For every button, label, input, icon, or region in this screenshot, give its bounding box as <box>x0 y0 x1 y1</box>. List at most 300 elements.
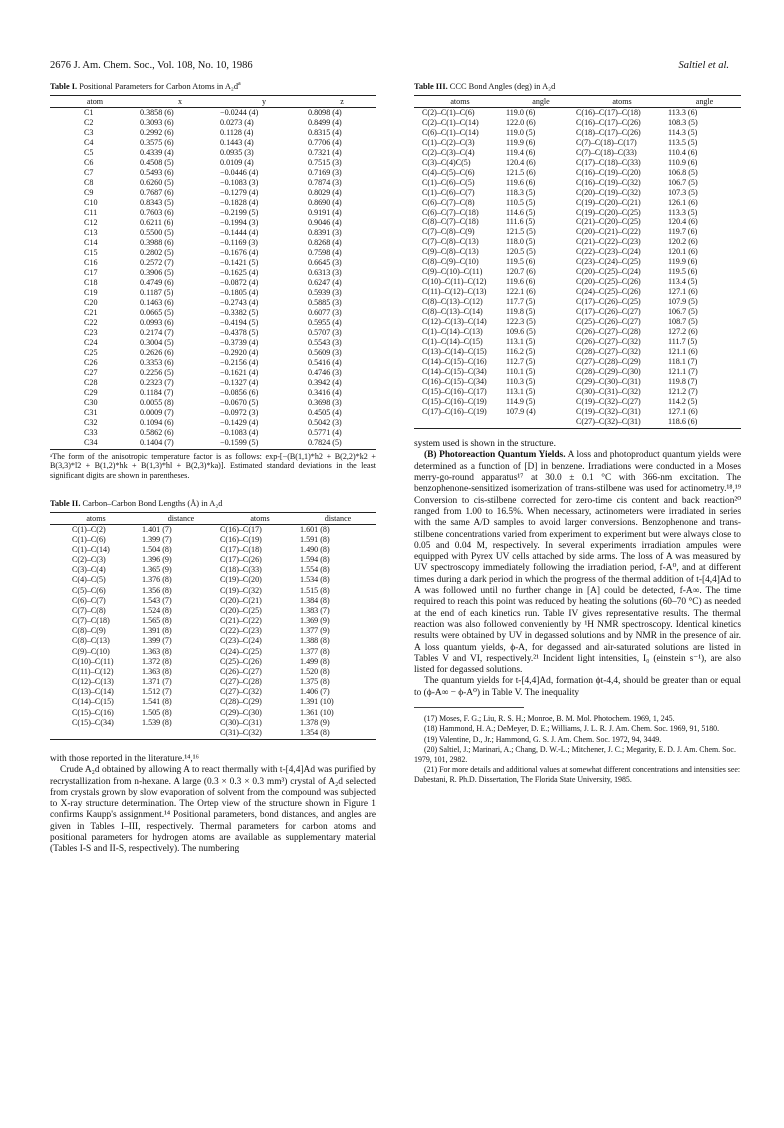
table-cell: 0.8391 (3) <box>308 227 342 237</box>
table-cell: 114.6 (5) <box>506 207 536 217</box>
table-cell: C(1)–C(14)–C(15) <box>422 337 483 347</box>
table-cell: C1 <box>84 107 94 117</box>
table-cell: 106.8 (5) <box>668 167 698 177</box>
table-row <box>50 718 376 728</box>
table-cell: 106.7 (5) <box>668 177 698 187</box>
table-cell: 1.365 (9) <box>142 565 172 575</box>
table-row <box>50 626 376 636</box>
table-cell: 110.3 (5) <box>506 377 536 387</box>
table-row <box>50 158 376 168</box>
table-cell: −0.3382 (5) <box>220 307 259 317</box>
table-cell: C(18)–C(17)–C(26) <box>576 127 641 137</box>
table-cell: C(27)–C(32)–C(31) <box>576 417 668 428</box>
reference-item: (17) Moses, F. G.; Liu, R. S. H.; Monroe, B. M. Mol. Photochem. 1969, 1, 245. <box>424 713 675 723</box>
table-cell: C(16)–C(19)–C(20) <box>576 167 641 177</box>
table-cell: 0.8029 (4) <box>308 187 342 197</box>
right-paragraph-3: The quantum yields for t-[4,4]Ad, formation ϕt-4,4, should be greater than or equal to (ϕ-A∞ − ϕ-A⁰) in Table V. The inequality <box>414 676 741 698</box>
table-cell: C19 <box>84 287 98 297</box>
table3-header-row <box>414 95 741 107</box>
table-cell: C27 <box>84 367 98 377</box>
table-cell: 0.8690 (4) <box>308 197 342 207</box>
table-cell: 120.1 (6) <box>668 247 698 257</box>
table-cell: 1.396 (9) <box>142 555 172 565</box>
table-cell: 1.375 (8) <box>300 677 330 687</box>
table-cell: C(1)–C(6) <box>72 534 106 544</box>
table-cell: 1.591 (8) <box>300 534 330 544</box>
table-cell: −0.0244 (4) <box>220 107 259 117</box>
table-cell: −0.2199 (5) <box>220 207 259 217</box>
table-cell: 113.4 (5) <box>668 277 698 287</box>
table-row <box>414 347 741 357</box>
table-row <box>50 636 376 646</box>
table-cell: C(10)–C(11)–C(12) <box>422 277 487 287</box>
table-cell: 119.8 (5) <box>506 307 536 317</box>
table-cell: C(15)–C(16) <box>72 707 114 717</box>
table-cell: C(24)–C(25) <box>220 646 262 656</box>
table-cell: 0.9191 (4) <box>308 207 342 217</box>
table-cell: 119.6 (6) <box>506 177 536 187</box>
table-cell: C21 <box>84 307 98 317</box>
table-cell: C(17)–C(16)–C(19) <box>422 407 487 417</box>
table-cell: 110.4 (6) <box>668 147 698 157</box>
table-cell: C(16)–C(15)–C(34) <box>422 377 487 387</box>
table-cell: 0.2323 (7) <box>140 377 174 387</box>
table-cell: C4 <box>84 137 94 147</box>
table-row <box>414 158 741 168</box>
table1-header-row <box>50 95 376 107</box>
table-row <box>50 368 376 378</box>
table1-body <box>50 107 376 449</box>
table-cell <box>506 417 576 428</box>
table-cell: C(19)–C(32) <box>220 585 262 595</box>
table-cell: C(8)–C(9) <box>72 626 106 636</box>
table-cell: C(7)–C(8) <box>72 605 106 615</box>
table-cell: C(17)–C(26) <box>220 555 262 565</box>
table-cell: C(15)–C(16)–C(17) <box>422 387 487 397</box>
table-cell: 118.6 (6) <box>668 417 741 428</box>
table-cell: 113.1 (5) <box>506 337 536 347</box>
table-row <box>50 348 376 358</box>
table-cell: C(27)–C(32) <box>220 687 262 697</box>
table-row <box>50 596 376 606</box>
table-cell: 0.5416 (4) <box>308 357 342 367</box>
table1-caption-label: Table I. <box>50 82 78 91</box>
table-cell: 113.1 (5) <box>506 387 536 397</box>
table-cell: C(8)–C(9)–C(10) <box>422 257 479 267</box>
table-row <box>50 378 376 388</box>
table3-header-cell: angle <box>668 95 741 107</box>
table-cell: C18 <box>84 277 98 287</box>
table-cell: 109.6 (5) <box>506 327 536 337</box>
table-cell: 108.3 (5) <box>668 117 698 127</box>
table-cell: 119.8 (7) <box>668 377 698 387</box>
table-cell: 127.1 (6) <box>668 287 698 297</box>
table-cell: 121.5 (6) <box>506 167 536 177</box>
table1-header-cell: z <box>308 95 376 107</box>
table-cell: −0.3739 (4) <box>220 337 259 347</box>
table-cell: 107.9 (5) <box>668 297 698 307</box>
table-cell: C8 <box>84 177 94 187</box>
table-row <box>414 337 741 347</box>
table-cell: 1.515 (8) <box>300 585 330 595</box>
table-cell: 110.5 (5) <box>506 197 536 207</box>
table-cell: 111.7 (5) <box>668 337 698 347</box>
table-cell: 122.1 (6) <box>506 287 536 297</box>
table-row <box>50 318 376 328</box>
table-cell: 0.7874 (3) <box>308 177 342 187</box>
table-cell: C(12)–C(13)–C(14) <box>422 317 487 327</box>
table-row <box>50 697 376 707</box>
table-cell: C(1)–C(14) <box>72 545 110 555</box>
table-row <box>50 278 376 288</box>
table-cell: C(22)–C(23) <box>220 626 262 636</box>
table-cell: C(13)–C(14)–C(15) <box>422 347 487 357</box>
table-cell: C(20)–C(19)–C(32) <box>576 187 641 197</box>
table-cell: 1.376 (8) <box>142 575 172 585</box>
table1-header-cell: atom <box>50 95 140 107</box>
table-cell: −0.1327 (4) <box>220 377 259 387</box>
table-row <box>50 657 376 667</box>
table-cell: 0.1184 (7) <box>140 387 174 397</box>
table-cell: C(16)–C(17)–C(18) <box>576 107 641 117</box>
table2-header-cell: atoms <box>50 512 142 524</box>
table-cell: C(16)–C(19) <box>220 534 262 544</box>
table-cell: 0.4746 (3) <box>308 367 342 377</box>
table-cell: C(29)–C(30) <box>220 707 262 717</box>
table-cell: 119.0 (5) <box>506 127 536 137</box>
table-cell: 0.3093 (6) <box>140 117 174 127</box>
table-cell: 1.377 (8) <box>300 646 330 656</box>
table1-caption <box>50 82 376 92</box>
table-cell: C(9)–C(8)–C(13) <box>422 247 479 257</box>
table-cell: 1.534 (8) <box>300 575 330 585</box>
table-cell: 0.3004 (5) <box>140 337 174 347</box>
table-cell: 1.354 (8) <box>300 728 376 740</box>
table-cell: C(17)–C(18) <box>220 545 262 555</box>
table-cell: C(15)–C(34) <box>72 717 114 727</box>
table-cell: C(7)–C(8)–C(9) <box>422 227 475 237</box>
table-cell: 118.1 (7) <box>668 357 698 367</box>
table-row <box>414 168 741 178</box>
table-cell: 1.504 (8) <box>142 545 172 555</box>
table-cell: 114.3 (5) <box>668 127 698 137</box>
table-cell: 0.3906 (5) <box>140 267 174 277</box>
table-cell: −0.1169 (3) <box>220 237 258 247</box>
reference-item: (19) Valentine, D., Jr.; Hammond, G. S. J. Am. Chem. Soc. 1972, 94, 3449. <box>424 734 662 744</box>
left-column <box>50 82 376 856</box>
table-cell: 119.9 (6) <box>668 257 698 267</box>
table-cell: 1.565 (8) <box>142 616 172 626</box>
table-cell: C15 <box>84 247 98 257</box>
table-cell: C(20)–C(21)–C(22) <box>576 227 641 237</box>
table-cell: 120.4 (6) <box>506 157 536 167</box>
table-cell: 0.7687 (6) <box>140 187 174 197</box>
table-cell: 0.9046 (4) <box>308 217 342 227</box>
running-header-authors: Saltiel et al. <box>678 60 729 71</box>
table2-header-cell: atoms <box>220 512 300 524</box>
table-cell: 0.1463 (6) <box>140 297 174 307</box>
table-cell: −0.1676 (4) <box>220 247 259 257</box>
table-cell: 118.3 (5) <box>506 187 536 197</box>
table-cell: C(20)–C(25)–C(26) <box>576 277 641 287</box>
table-cell: −0.1625 (4) <box>220 267 259 277</box>
table-row <box>50 208 376 218</box>
table-cell: 119.6 (6) <box>506 277 536 287</box>
table-cell: 107.3 (5) <box>668 187 698 197</box>
table1-footnote: ᵃThe form of the anisotropic temperature factor is as follows: exp-[−(B(1,1)*h2 + B(2,2)*k2 + B(3,3)*l2 + B(1,2)*hk + B(1,3)*hl + B(2,3)*ka)]. Estimated standard deviations in the least significant digits are shown in parentheses. <box>50 451 376 481</box>
table-cell: −0.1429 (4) <box>220 417 259 427</box>
table-cell: −0.1444 (4) <box>220 227 259 237</box>
table-cell: C(30)–C(31) <box>220 717 262 727</box>
table-cell: 1.356 (8) <box>142 585 172 595</box>
table-cell: 0.5609 (3) <box>308 347 342 357</box>
table-cell: C6 <box>84 157 94 167</box>
table-cell: 1.499 (8) <box>300 656 330 666</box>
table-cell: 0.6260 (5) <box>140 177 174 187</box>
table-cell: 0.5885 (3) <box>308 297 342 307</box>
table-cell: 0.7515 (3) <box>308 157 342 167</box>
table3-caption-text: CCC Bond Angles (deg) in A₂d <box>449 82 556 91</box>
table-cell: −0.1805 (4) <box>220 287 259 297</box>
table-cell: 0.2174 (7) <box>140 327 174 337</box>
table-cell: 117.7 (5) <box>506 297 536 307</box>
running-header-journal: 2676 J. Am. Chem. Soc., Vol. 108, No. 10, 1986 <box>50 60 253 71</box>
table-row <box>50 647 376 657</box>
table-cell: C(24)–C(25)–C(26) <box>576 287 641 297</box>
table-cell: C(7)–C(8)–C(13) <box>422 237 479 247</box>
table-cell: C(25)–C(26)–C(27) <box>576 317 641 327</box>
table-cell: 1.399 (7) <box>142 534 172 544</box>
table-row <box>414 148 741 158</box>
table-cell: 0.5493 (6) <box>140 167 174 177</box>
table-row <box>50 687 376 697</box>
table-cell: 113.3 (6) <box>668 107 698 117</box>
table-cell: 114.2 (5) <box>668 397 698 407</box>
table-cell: 120.7 (6) <box>506 267 536 277</box>
table-cell: 110.1 (5) <box>506 367 536 377</box>
table-row <box>50 555 376 565</box>
table-row <box>50 228 376 238</box>
table-cell: 0.8098 (4) <box>308 107 342 117</box>
table-cell: 0.2626 (6) <box>140 347 174 357</box>
table-cell: 0.1443 (4) <box>220 137 254 147</box>
table-cell: 1.372 (8) <box>142 656 172 666</box>
table-cell: 0.7603 (6) <box>140 207 174 217</box>
table-cell: 121.1 (7) <box>668 367 698 377</box>
table-cell: −0.1083 (3) <box>220 177 259 187</box>
table-cell: C10 <box>84 197 98 207</box>
table-cell: C(4)–C(5) <box>72 575 106 585</box>
table-cell: C(19)–C(32)–C(31) <box>576 407 641 417</box>
table-cell: 0.0935 (3) <box>220 147 254 157</box>
table-cell: C(29)–C(30)–C(31) <box>576 377 641 387</box>
table-row <box>50 178 376 188</box>
table-cell: 0.0055 (8) <box>140 397 174 407</box>
table-cell: C(1)–C(2) <box>72 524 106 534</box>
table-cell: 1.401 (7) <box>142 524 172 534</box>
table-row <box>414 297 741 307</box>
table-cell: C(4)–C(5)–C(6) <box>422 167 475 177</box>
table-cell: 0.2992 (6) <box>140 127 174 137</box>
table-cell: C23 <box>84 327 98 337</box>
table-cell: 0.3416 (4) <box>308 387 342 397</box>
table-cell: 121.1 (6) <box>668 347 698 357</box>
table-cell: C34 <box>50 438 140 450</box>
table-row <box>50 128 376 138</box>
table-row <box>50 606 376 616</box>
table-cell: 119.9 (6) <box>506 137 536 147</box>
table-cell: C20 <box>84 297 98 307</box>
table1-positional-parameters <box>50 95 376 450</box>
table-row <box>50 248 376 258</box>
table-cell: 0.1094 (6) <box>140 417 174 427</box>
table-cell <box>414 417 506 428</box>
table-cell: C(28)–C(29)–C(30) <box>576 367 641 377</box>
table-cell: 1.520 (8) <box>300 666 330 676</box>
table-cell: 119.4 (6) <box>506 147 536 157</box>
table-cell: C(17)–C(26)–C(27) <box>576 307 641 317</box>
table-cell: 1.384 (8) <box>300 595 330 605</box>
table-cell: 0.8343 (5) <box>140 197 174 207</box>
table-cell: 1.363 (8) <box>142 646 172 656</box>
table-cell: 120.2 (6) <box>668 237 698 247</box>
table-row <box>414 257 741 267</box>
table-cell: 0.8268 (4) <box>308 237 342 247</box>
table-cell: 0.6077 (3) <box>308 307 342 317</box>
table-cell: C33 <box>84 427 98 437</box>
table-cell: C(21)–C(20)–C(25) <box>576 217 641 227</box>
table-cell: C(19)–C(32)–C(27) <box>576 397 641 407</box>
table-cell: 1.505 (8) <box>142 707 172 717</box>
table-cell: −0.1421 (5) <box>220 257 259 267</box>
table-cell: 0.5955 (4) <box>308 317 342 327</box>
table-cell: 1.406 (7) <box>300 687 330 697</box>
right-paragraph-2 <box>414 450 741 676</box>
table-cell: −0.1994 (3) <box>220 217 259 227</box>
table-cell: 0.0665 (5) <box>140 307 174 317</box>
table-row <box>50 258 376 268</box>
table-cell: 1.524 (8) <box>142 605 172 615</box>
table-row <box>50 198 376 208</box>
table-cell: C(11)–C(12) <box>72 666 114 676</box>
table-cell: C(3)–C(4) <box>72 565 106 575</box>
table-cell: C(2)–C(1)–C(14) <box>422 117 479 127</box>
table-cell: 1.391 (10) <box>300 697 334 707</box>
table-cell: 1.363 (8) <box>142 666 172 676</box>
table-cell: 0.1128 (4) <box>220 127 254 137</box>
table-cell: 0.7824 (5) <box>308 438 376 450</box>
table-cell: 0.5500 (5) <box>140 227 174 237</box>
table-cell: C17 <box>84 267 98 277</box>
table-cell: C(17)–C(18)–C(33) <box>576 157 641 167</box>
table-cell: −0.0670 (5) <box>220 397 259 407</box>
table-cell: C11 <box>84 207 98 217</box>
table-cell: 119.5 (6) <box>668 267 698 277</box>
table-cell: C(6)–C(1)–C(14) <box>422 127 479 137</box>
table-cell: 1.399 (7) <box>142 636 172 646</box>
table-cell: 126.1 (6) <box>668 197 698 207</box>
table-cell: C(26)–C(27)–C(32) <box>576 337 641 347</box>
table-cell: C(20)–C(21) <box>220 595 262 605</box>
reference-item: (21) For more details and additional values at somewhat different concentrations and intensities see: Dabestani, R. Ph.D. Dissertation, The Florida State University, 1985. <box>414 765 741 784</box>
table-cell: C16 <box>84 257 98 267</box>
table-cell: C(26)–C(27) <box>220 666 262 676</box>
table-cell: 0.6247 (4) <box>308 277 342 287</box>
table-cell: 1.541 (8) <box>142 697 172 707</box>
reference-item: (18) Hammond, H. A.; DeMeyer, D. E.; Williams, J. L. R. J. Am. Chem. Soc. 1969, 91, 5180. <box>424 724 720 734</box>
table-row <box>50 138 376 148</box>
table-row <box>414 217 741 227</box>
table-cell: 1.539 (8) <box>142 717 172 727</box>
table-cell: 121.5 (5) <box>506 227 536 237</box>
table-row <box>50 524 376 535</box>
table3-caption <box>414 82 741 92</box>
table-cell: C29 <box>84 387 98 397</box>
table-row <box>414 128 741 138</box>
table-row <box>414 367 741 377</box>
table2-caption <box>50 499 376 509</box>
table-row <box>50 616 376 626</box>
table-cell: C(16)–C(17) <box>220 524 262 534</box>
table-cell: −0.1828 (4) <box>220 197 259 207</box>
table-cell: 1.361 (10) <box>300 707 334 717</box>
table-cell: C(25)–C(26) <box>220 656 262 666</box>
table-cell: C(13)–C(14) <box>72 687 114 697</box>
table-cell: 119.7 (6) <box>668 227 698 237</box>
table-cell: 0.3988 (6) <box>140 237 174 247</box>
table-cell: C(23)–C(24) <box>220 636 262 646</box>
table-cell: C(7)–C(18)–C(33) <box>576 147 637 157</box>
table-cell: −0.0972 (3) <box>220 407 259 417</box>
table-cell: C22 <box>84 317 98 327</box>
table-cell <box>142 728 220 740</box>
table-cell: 0.6313 (3) <box>308 267 342 277</box>
table-cell: 120.5 (5) <box>506 247 536 257</box>
table-cell: 0.6645 (3) <box>308 257 342 267</box>
table-cell: 127.2 (6) <box>668 327 698 337</box>
table-cell: 0.4749 (6) <box>140 277 174 287</box>
table-row <box>50 188 376 198</box>
table-cell: C(27)–C(28) <box>220 677 262 687</box>
table-cell: −0.1279 (4) <box>220 187 259 197</box>
table-row <box>50 535 376 545</box>
table2-bond-lengths <box>50 512 376 740</box>
table-cell: C(2)–C(3)–C(4) <box>422 147 475 157</box>
table-cell: 1.388 (8) <box>300 636 330 646</box>
table-row <box>50 218 376 228</box>
table-cell: C26 <box>84 357 98 367</box>
table-cell: 112.7 (5) <box>506 357 536 367</box>
table-cell: 0.3575 (6) <box>140 137 174 147</box>
table-row <box>50 268 376 278</box>
table-cell: C(8)–C(13)–C(14) <box>422 307 483 317</box>
table-cell: C(30)–C(31)–C(32) <box>576 387 641 397</box>
table-cell: 0.5707 (3) <box>308 327 342 337</box>
table-cell: C(14)–C(15)–C(16) <box>422 357 487 367</box>
table-cell: C(7)–C(18)–C(17) <box>576 137 637 147</box>
table-cell: C(21)–C(22)–C(23) <box>576 237 641 247</box>
table3-caption-label: Table III. <box>414 82 448 91</box>
table-cell: −0.1621 (4) <box>220 367 259 377</box>
table-cell: C(16)–C(17)–C(26) <box>576 117 641 127</box>
table1-header-cell: x <box>140 95 220 107</box>
section-heading-quantum-yields: (B) Photoreaction Quantum Yields. <box>424 450 566 461</box>
table-row <box>50 288 376 298</box>
table-cell: 0.3698 (3) <box>308 397 342 407</box>
table-cell: −0.0446 (4) <box>220 167 259 177</box>
table-cell: −0.0856 (6) <box>220 387 259 397</box>
table-row <box>50 328 376 338</box>
